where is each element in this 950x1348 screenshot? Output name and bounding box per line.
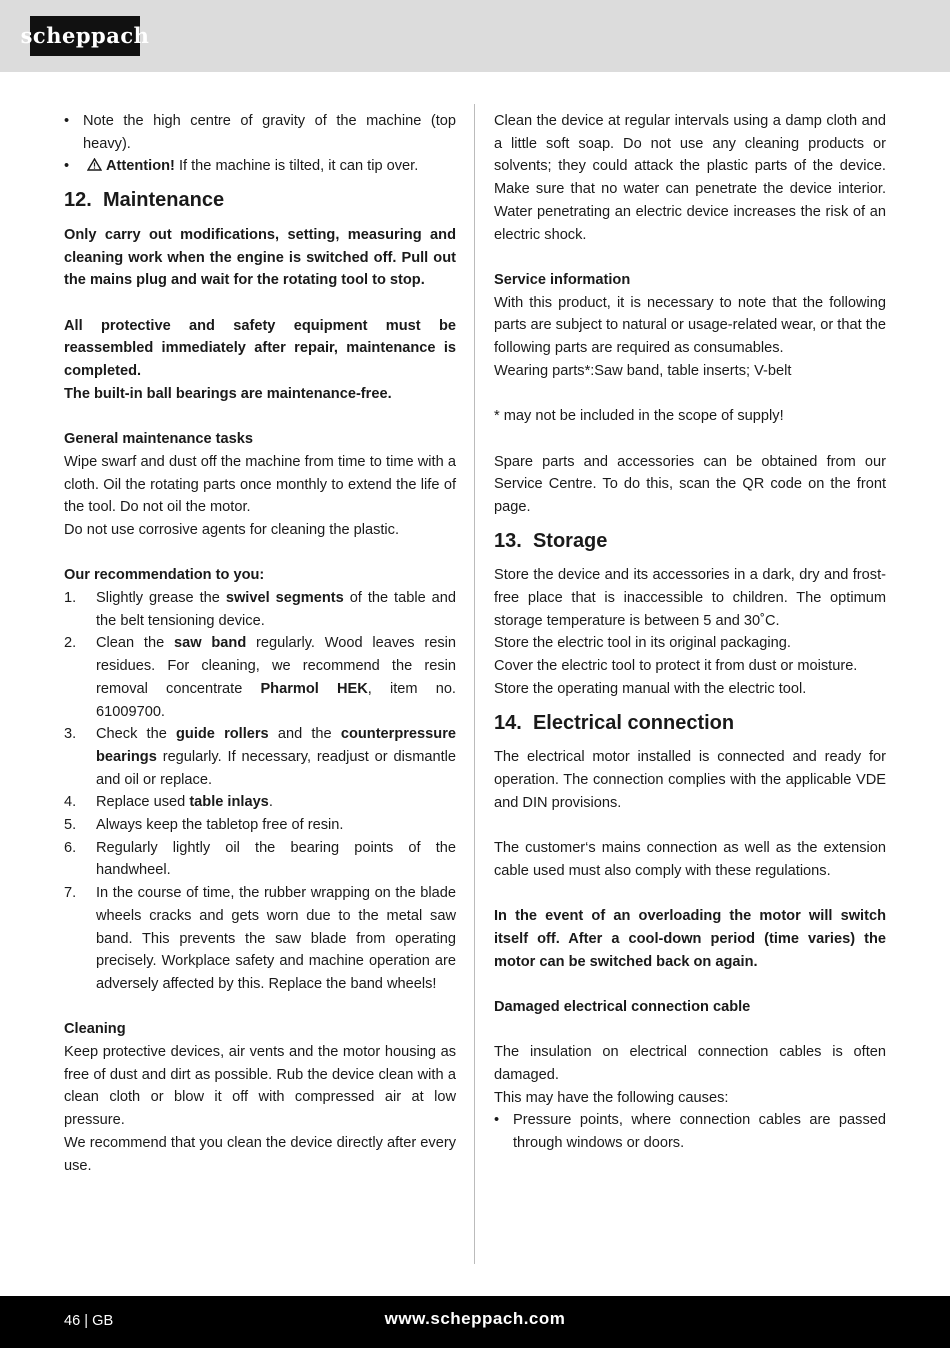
electrical-text: The electrical motor installed is connected and ready for operation. The connection complies with the applicable VDE and DIN provisions. — [494, 749, 886, 811]
cable-text: This may have the following causes: — [494, 1089, 729, 1106]
list-item: 6. Regularly lightly oil the bearing points of the handwheel. — [64, 839, 456, 879]
cleaning-title: Cleaning — [64, 1021, 126, 1038]
wearing-parts: Wearing parts*:Saw band, table inserts; V-belt — [494, 362, 792, 379]
electrical-text: The customer‘s mains connection as well as the extension cable used must also comply with these regulations. — [494, 840, 886, 879]
column-divider — [474, 104, 475, 1264]
list-item: 2. Clean the saw band regularly. Wood leaves resin residues. For cleaning, we recommend the resin removal concentrate Pharmol HEK, item no. 61009700. — [64, 635, 456, 720]
list-item: 5. Always keep the tabletop free of resin. — [64, 817, 344, 834]
storage-text: Store the operating manual with the electric tool. — [494, 680, 807, 697]
page-header — [0, 0, 950, 72]
list-item: • Pressure points, where connection cables are passed through windows or doors. — [494, 1109, 886, 1154]
storage-text: Cover the electric tool to protect it from dust or moisture. — [494, 658, 858, 675]
overload-note: In the event of an overloading the motor will switch itself off. After a cool-down period (time varies) the motor can be switched back on again. — [494, 908, 886, 970]
list-item: • Note the high centre of gravity of the machine (top heavy). — [64, 110, 456, 155]
page-footer — [0, 1296, 950, 1348]
service-info-text: With this product, it is necessary to note that the following parts are subject to natural or usage-related wear, or that the following parts are required as consumables. — [494, 294, 886, 357]
list-item: 4. Replace used table inlays. — [64, 794, 273, 811]
left-column — [64, 110, 456, 1177]
spare-parts-text: Spare parts and accessories can be obtained from our Service Centre. To do this, scan the QR code on the front page. — [494, 453, 886, 515]
attention-label: Attention! — [106, 158, 175, 175]
website-url: www.scheppach.com — [384, 1309, 566, 1328]
storage-text: Store the electric tool in its original packaging. — [494, 635, 791, 652]
list-item: 3. Check the guide rollers and the counterpressure bearings regularly. If necessary, readjust or dismantle and oil or replace. — [64, 726, 456, 788]
section-heading-electrical: 14. Electrical connection — [494, 711, 735, 734]
list-item: 7. In the course of time, the rubber wrapping on the blade wheels cracks and gets worn due to the metal saw band. This prevents the saw blade from operating precisely. Workplace safety and machine operation are adversely affected by this. Replace the band wheels! — [64, 885, 456, 992]
section-heading-maintenance: 12. Maintenance — [64, 189, 225, 212]
list-item: 1. Slightly grease the swivel segments of the table and the belt tensioning device. — [64, 590, 457, 629]
scheppach-logo: scheppach — [30, 16, 140, 56]
section-heading-storage: 13. Storage — [494, 529, 608, 552]
general-maintenance-text: Wipe swarf and dust off the machine from time to time with a cloth. Oil the rotating parts once monthly to extend the life of the tool. Do not oil the motor. — [64, 453, 456, 516]
cleaning-instructions: Clean the device at regular intervals using a damp cloth and a little soft soap. Do not use any cleaning products or solvents; they could attack the plastic parts of the device. Make sure that no water can penetrate the device interior. Water penetrating an electric device increases the risk of an electric shock. — [494, 113, 886, 243]
maintenance-warning: Only carry out modifications, setting, measuring and cleaning work when the engine is switched off. Pull out the mains plug and wait for the rotating tool to stop. — [64, 226, 456, 289]
warning-icon — [87, 158, 102, 171]
page-number: 46 | GB — [64, 1313, 114, 1329]
cleaning-text: We recommend that you clean the device directly after every use. — [64, 1134, 456, 1174]
recommendation-title: Our recommendation to you: — [64, 567, 265, 584]
right-column — [494, 110, 886, 1155]
supply-note: * may not be included in the scope of supply! — [494, 408, 784, 425]
storage-text: Store the device and its accessories in a dark, dry and frost-free place that is inaccessible to children. The optimum storage temperature is between 5 and 30˚C. — [494, 567, 886, 629]
ball-bearings-note: The built-in ball bearings are maintenance-free. — [64, 385, 392, 402]
damaged-cable-title: Damaged electrical connection cable — [494, 998, 751, 1015]
cleaning-text: Keep protective devices, air vents and the motor housing as free of dust and dirt as possible. Rub the device clean with a clean cloth or blow it off with compressed air at low pressure. — [64, 1044, 456, 1129]
general-maintenance-text: Do not use corrosive agents for cleaning the plastic. — [64, 521, 400, 538]
general-maintenance-title: General maintenance tasks — [64, 431, 253, 448]
list-item: • Attention! If the machine is tilted, it can tip over. — [64, 155, 456, 178]
service-info-title: Service information — [494, 271, 631, 288]
safety-equipment-note: All protective and safety equipment must be reassembled immediately after repair, maintenance is completed. — [64, 317, 456, 379]
cable-text: The insulation on electrical connection cables is often damaged. — [494, 1044, 886, 1083]
